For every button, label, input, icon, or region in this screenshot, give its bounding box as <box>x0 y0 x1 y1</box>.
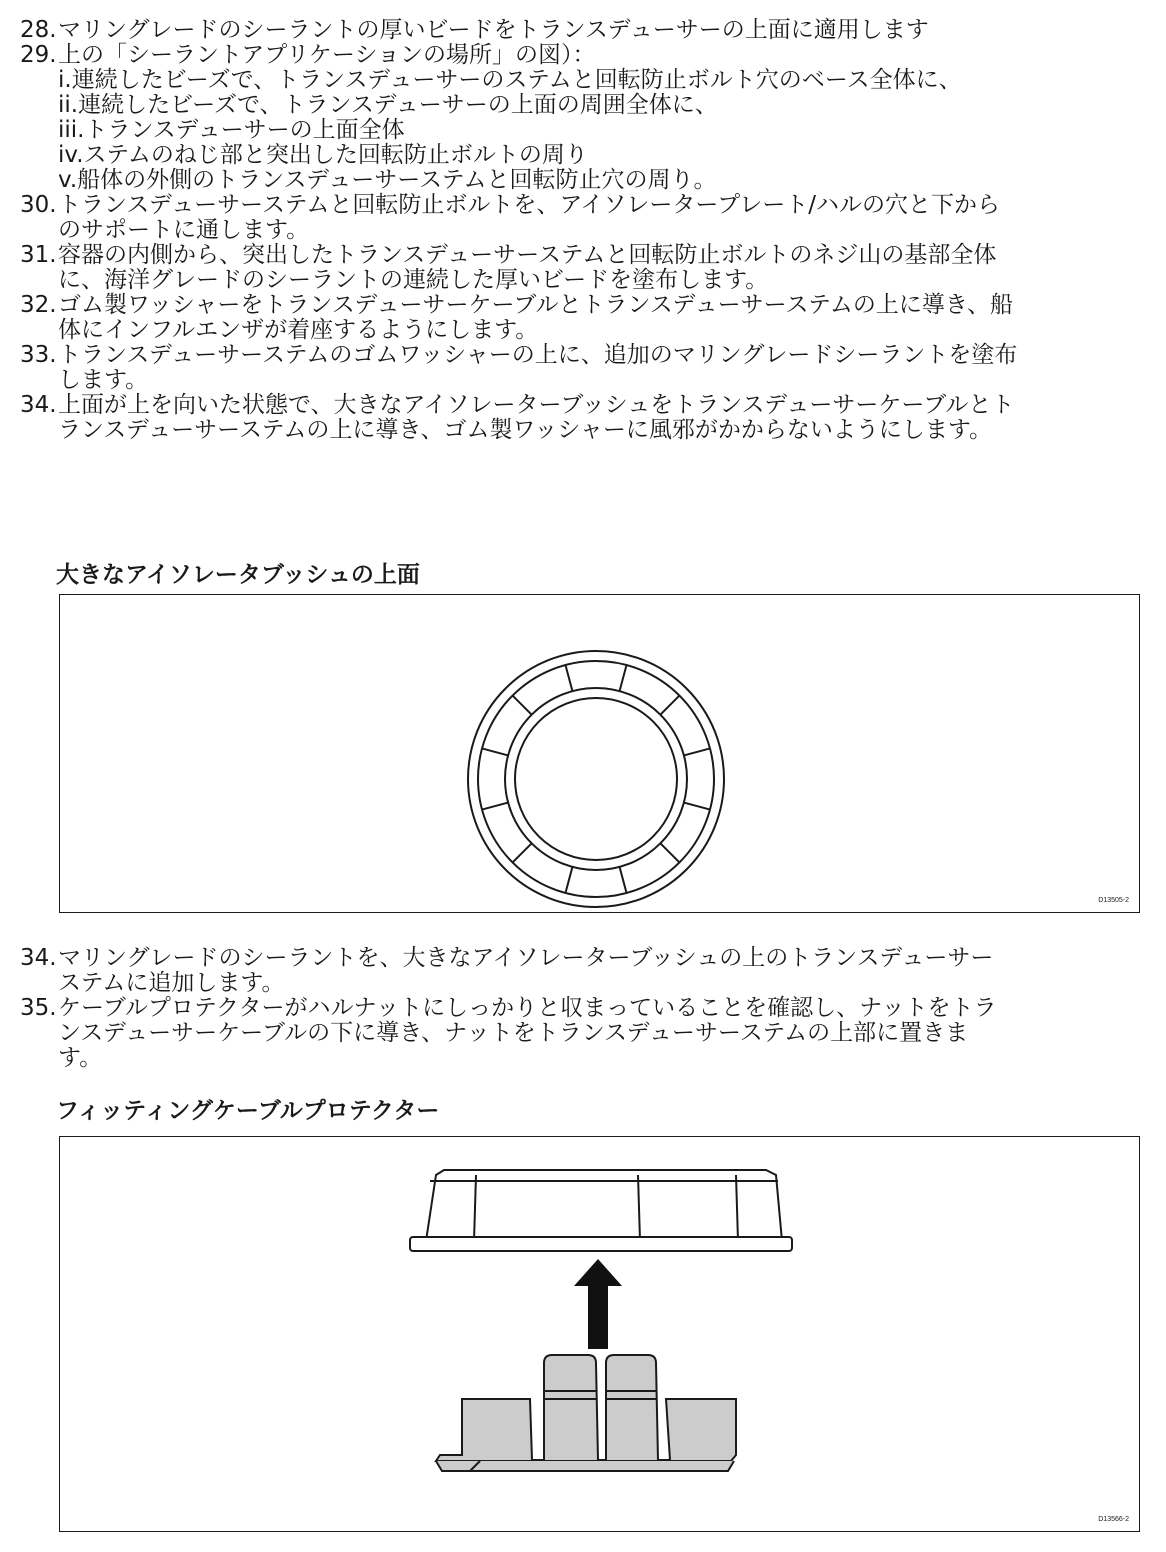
step-text: 容器の内側から、突出したトランスデューサーステムと回転防止ボルトのネジ山の基部全体 <box>58 242 997 268</box>
step-number: 30. <box>20 192 57 218</box>
substep-i: i.連続したビーズで、トランスデューサーのステムと回転防止ボルト穴のベース全体に、 <box>58 67 962 93</box>
step-text: 上面が上を向いた状態で、大きなアイソレーターブッシュをトランスデューサーケーブルとト <box>58 392 1015 418</box>
step-number: 31. <box>20 242 57 268</box>
figure-title-cable-protector: フィッティングケーブルプロテクター <box>56 1098 440 1124</box>
step-text: ランスデューサーステムの上に導き、ゴム製ワッシャーに風邪がかからないようにします。 <box>58 417 993 443</box>
step-30 <box>20 193 1145 243</box>
step-text: 体にインフルエンザが着座するようにします。 <box>58 317 539 343</box>
step-31 <box>20 243 1145 293</box>
step-34b <box>20 946 1145 996</box>
step-29 <box>20 43 1145 193</box>
bushing-rib <box>684 803 710 810</box>
cable-protector-shape <box>436 1355 736 1471</box>
step-35 <box>20 996 1145 1071</box>
step-text: トランスデューサーステムと回転防止ボルトを、アイソレータープレート/ハルの穴と下から <box>58 192 1001 218</box>
substep-ii: ii.連続したビーズで、トランスデューサーの上面の周囲全体に、 <box>58 92 718 118</box>
step-number: 28. <box>20 17 57 43</box>
step-list-top <box>20 18 1145 443</box>
step-number: 35. <box>20 995 57 1021</box>
step-number: 34. <box>20 945 57 971</box>
bushing-rib <box>565 867 572 893</box>
figure-cable-protector <box>59 1136 1140 1532</box>
bushing-rib <box>565 665 572 691</box>
isolator-bushing-illustration <box>60 595 1138 911</box>
step-text: ケーブルプロテクターがハルナットにしっかりと収まっていることを確認し、ナットをトラ <box>58 995 997 1021</box>
bushing-rib <box>660 696 679 715</box>
step-32 <box>20 293 1145 343</box>
figure-id: D13566-2 <box>1098 1516 1129 1523</box>
step-number: 33. <box>20 342 57 368</box>
bushing-rib <box>513 843 532 862</box>
bushing-rib <box>620 665 627 691</box>
step-34 <box>20 393 1145 443</box>
bushing-rib <box>684 748 710 755</box>
step-list-bottom <box>20 946 1145 1071</box>
step-number: 34. <box>20 392 57 418</box>
bushing-rib <box>482 748 508 755</box>
substep-v: v.船体の外側のトランスデューサーステムと回転防止穴の周り。 <box>58 167 717 193</box>
step-number: 32. <box>20 292 57 318</box>
bushing-rib <box>620 867 627 893</box>
substep-iii: iii.トランスデューサーの上面全体 <box>58 117 405 143</box>
bushing-rib <box>482 803 508 810</box>
arrow-up-icon <box>574 1259 622 1349</box>
step-text: マリングレードのシーラントを、大きなアイソレーターブッシュの上のトランスデューサー <box>58 945 994 971</box>
step-28 <box>20 18 1145 43</box>
step-text: ゴム製ワッシャーをトランスデューサーケーブルとトランスデューサーステムの上に導き、船 <box>58 292 1013 318</box>
step-text: に、海洋グレードのシーラントの連続した厚いビードを塗布します。 <box>58 267 769 293</box>
figure-bushing-top <box>59 594 1140 913</box>
step-text: のサポートに通します。 <box>58 217 310 243</box>
step-text: トランスデューサーステムのゴムワッシャーの上に、追加のマリングレードシーラントを塗布 <box>58 342 1018 368</box>
step-text: 上の「シーラントアプリケーションの場所」の図）： <box>58 42 596 68</box>
figure-id: D13505-2 <box>1098 897 1129 904</box>
step-text: します。 <box>58 367 149 393</box>
step-text: マリングレードのシーラントの厚いビードをトランスデューサーの上面に適用します <box>58 17 929 43</box>
figure-title-bushing: 大きなアイソレータブッシュの上面 <box>56 562 420 588</box>
hull-nut-shape <box>410 1170 792 1251</box>
cable-protector-illustration <box>60 1137 1138 1530</box>
step-text: ステムに追加します。 <box>58 970 285 996</box>
step-text: ンスデューサーケーブルの下に導き、ナットをトランスデューサーステムの上部に置きま <box>58 1020 969 1046</box>
bushing-rib <box>660 843 679 862</box>
substep-iv: iv.ステムのねじ部と突出した回転防止ボルトの周り <box>58 142 588 168</box>
step-number: 29. <box>20 42 57 68</box>
step-text: す。 <box>58 1045 103 1071</box>
bushing-rib <box>513 696 532 715</box>
step-33 <box>20 343 1145 393</box>
